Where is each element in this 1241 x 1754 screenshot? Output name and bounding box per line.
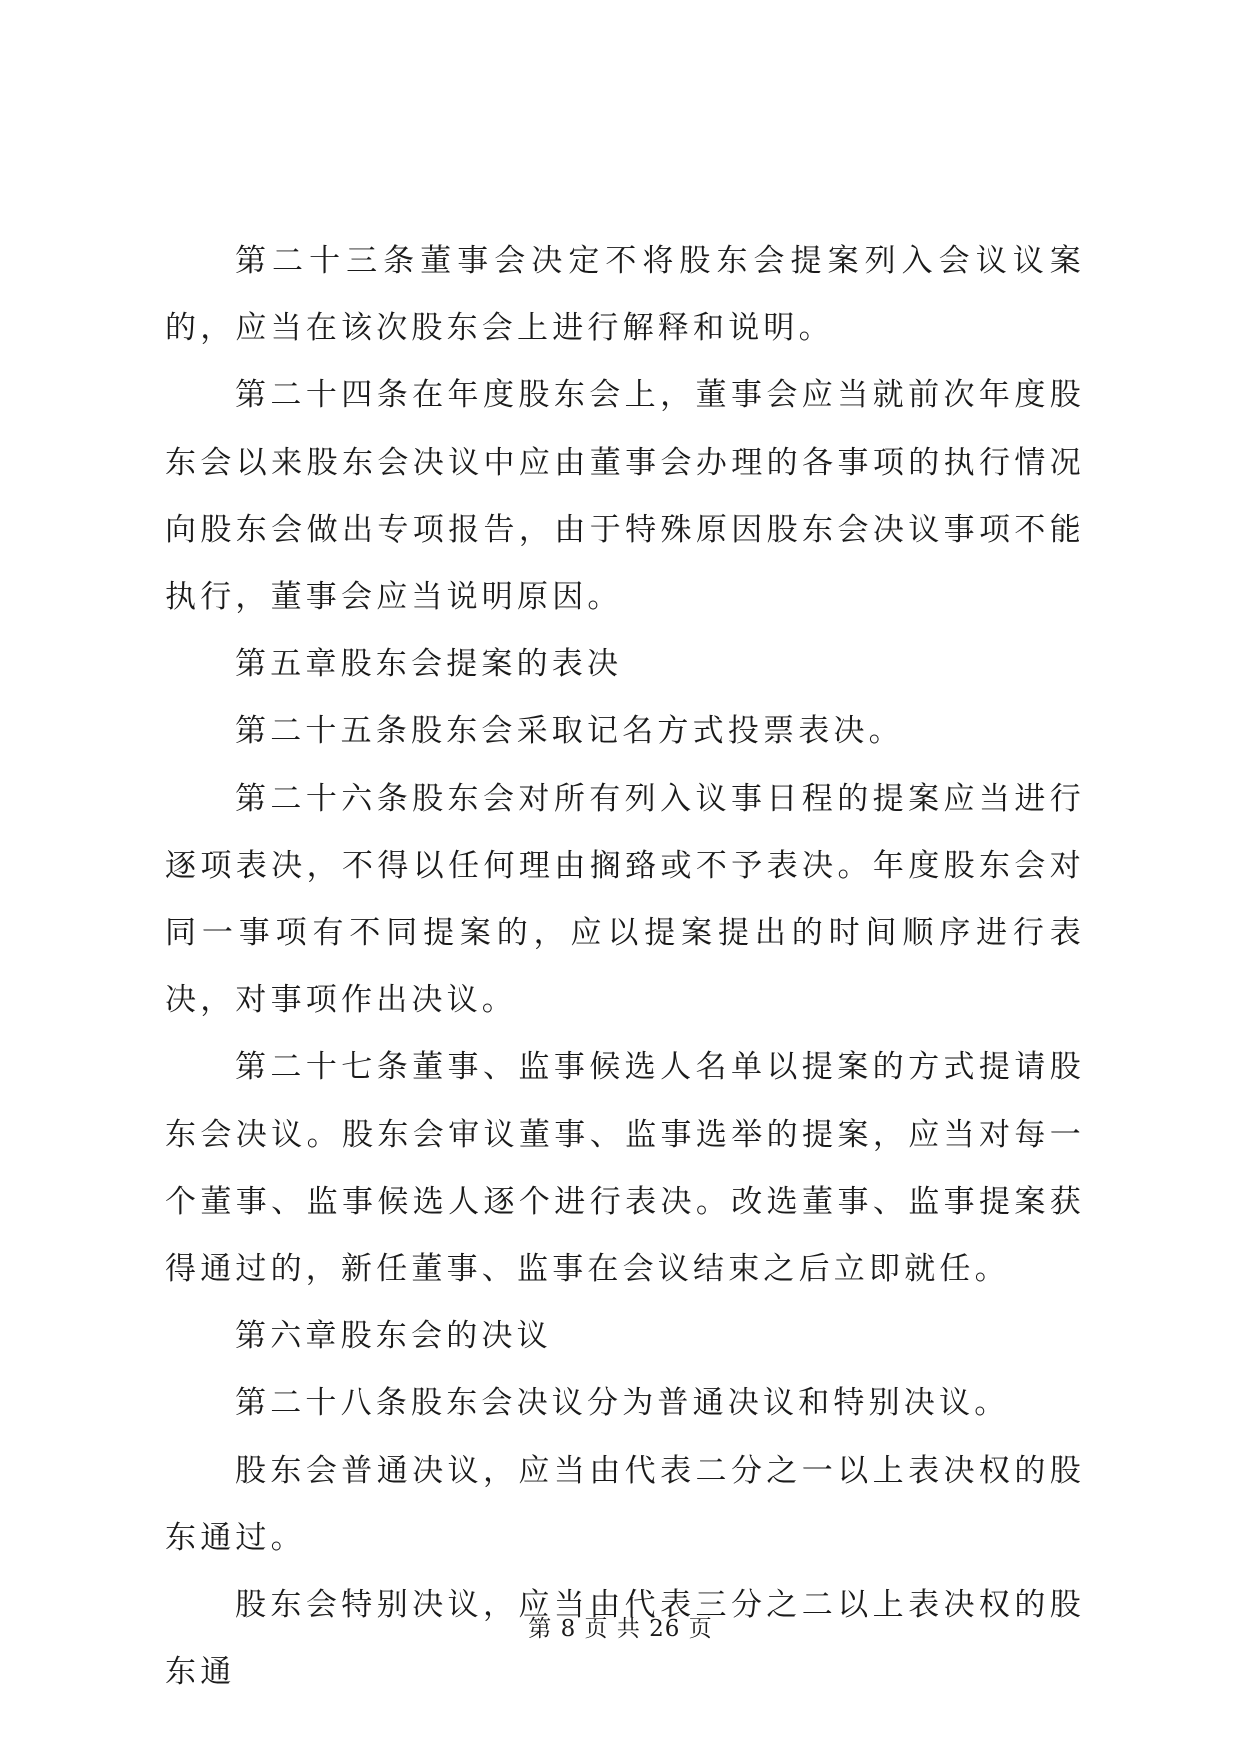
paragraph-article-24: 第二十四条在年度股东会上，董事会应当就前次年度股东会以来股东会决议中应由董事会办理的各事项的执行情况向股东会做出专项报告，由于特殊原因股东会决议事项不能执行，董事会应当说明原因。	[165, 377, 1085, 616]
paragraph-special-resolution: 股东会特别决议，应当由代表三分之二以上表决权的股东通	[165, 1587, 1085, 1691]
paragraph-article-27: 第二十七条董事、监事候选人名单以提案的方式提请股东会决议。股东会审议董事、监事选举的提案，应当对每一个董事、监事候选人逐个进行表决。改选董事、监事提案获得通过的，新任董事、监事在会议结束之后立即就任。	[165, 1049, 1085, 1288]
paragraph-article-23: 第二十三条董事会决定不将股东会提案列入会议议案的，应当在该次股东会上进行解释和说明。	[165, 243, 1085, 347]
page-number-footer: 第 8 页 共 26 页	[528, 1616, 713, 1642]
chapter-heading-5: 第五章股东会提案的表决	[235, 646, 623, 683]
paragraph-article-25: 第二十五条股东会采取记名方式投票表决。	[235, 713, 904, 750]
document-body	[165, 228, 1085, 1706]
paragraph-ordinary-resolution: 股东会普通决议，应当由代表二分之一以上表决权的股东通过。	[165, 1452, 1085, 1556]
paragraph-article-28: 第二十八条股东会决议分为普通决议和特别决议。	[235, 1385, 1010, 1422]
paragraph-article-26: 第二十六条股东会对所有列入议事日程的提案应当进行逐项表决，不得以任何理由搁臵或不予表决。年度股东会对同一事项有不同提案的，应以提案提出的时间顺序进行表决，对事项作出决议。	[165, 780, 1085, 1019]
chapter-heading-6: 第六章股东会的决议	[235, 1318, 552, 1355]
